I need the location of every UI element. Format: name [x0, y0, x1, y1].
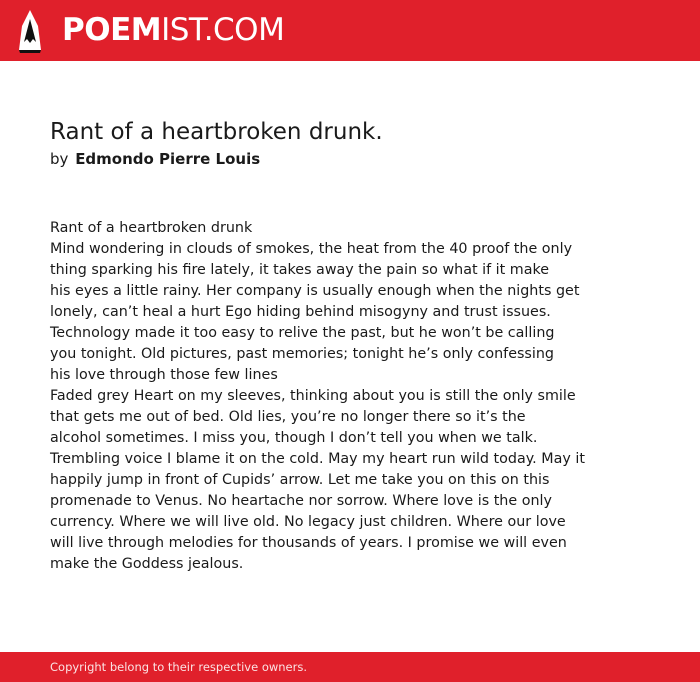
poem-line: make the Goddess jealous.	[50, 556, 244, 572]
poem-line: Technology made it too easy to relive the past, but he won’t be calling	[50, 325, 555, 341]
brand-bold: POEM	[62, 12, 162, 48]
poem-line: that gets me out of bed. Old lies, you’re no longer there so it’s the	[50, 409, 526, 425]
poem-line: will live through melodies for thousands of years. I promise we will even	[50, 535, 567, 551]
poem-line: thing sparking his fire lately, it takes away the pain so what if it make	[50, 262, 550, 278]
poem-line: you tonight. Old pictures, past memories; tonight he’s only confessing	[50, 346, 554, 362]
poem-line: Rant of a heartbroken drunk	[50, 220, 253, 236]
byline	[50, 149, 260, 169]
poem-line: promenade to Venus. No heartache nor sorrow. Where love is the only	[50, 493, 552, 509]
poem-line: Faded grey Heart on my sleeves, thinking about you is still the only smile	[50, 388, 576, 404]
poem-line: Mind wondering in clouds of smokes, the heat from the 40 proof the only	[50, 241, 573, 257]
by-label: by	[50, 150, 69, 168]
copyright-notice: Copyright belong to their respective owners.	[50, 660, 308, 674]
brand-light: IST.COM	[161, 12, 285, 48]
poem-line: Trembling voice I blame it on the cold. May my heart run wild today. May it	[50, 451, 585, 467]
poem-line: alcohol sometimes. I miss you, though I don’t tell you when we talk.	[50, 430, 538, 446]
poem-line: his love through those few lines	[50, 367, 278, 383]
pencil-tip-icon[interactable]	[17, 9, 43, 53]
site-logo-text[interactable]	[62, 10, 284, 50]
poem-line: lonely, can’t heal a hurt Ego hiding behind misogyny and trust issues.	[50, 304, 551, 320]
site-footer	[0, 652, 700, 682]
poem-line: currency. Where we will live old. No legacy just children. Where our love	[50, 514, 566, 530]
site-header	[0, 0, 700, 61]
poem-body	[50, 218, 590, 575]
author-name[interactable]: Edmondo Pierre Louis	[75, 150, 261, 168]
poem-line: his eyes a little rainy. Her company is usually enough when the nights get	[50, 283, 580, 299]
poem-title: Rant of a heartbroken drunk.	[50, 119, 383, 145]
poem-line: happily jump in front of Cupids’ arrow. Let me take you on this on this	[50, 472, 550, 488]
